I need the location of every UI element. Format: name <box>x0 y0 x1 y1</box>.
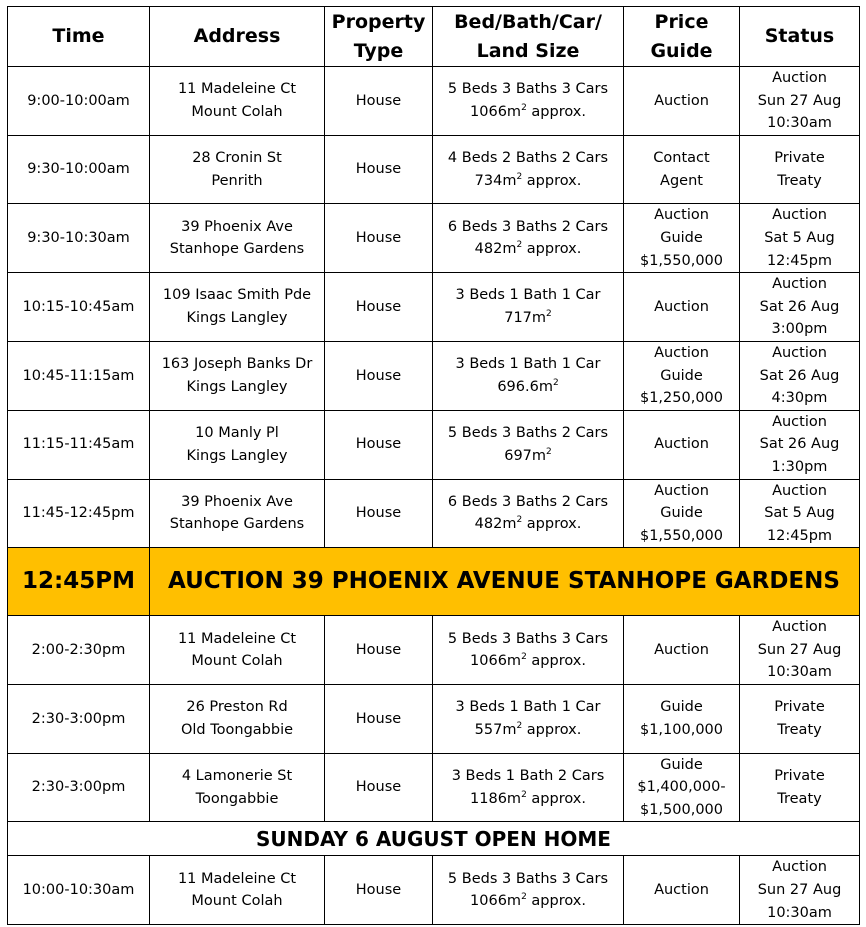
time-cell: 11:45-12:45pm <box>8 479 150 548</box>
land-size: $1066m^2$ approx. <box>470 103 586 120</box>
address-cell <box>150 856 325 925</box>
rows-after-banner <box>8 616 860 822</box>
status-line: 3:00pm <box>771 321 828 338</box>
bed-bath-car: 4 Beds 2 Baths 2 Cars <box>447 149 609 166</box>
price-guide-cell <box>624 204 740 273</box>
land-size: $1186m^2$ approx. <box>470 789 586 807</box>
property-type-cell: House <box>325 204 433 273</box>
header-details-line1: Bed/Bath/Car/ <box>454 10 602 33</box>
status-line: 10:30am <box>767 664 832 681</box>
details-cell <box>433 341 624 410</box>
address-suburb: Kings Langley <box>186 447 288 464</box>
header-property-type-line2: Type <box>353 39 404 62</box>
bed-bath-car: 3 Beds 1 Bath 1 Car <box>455 356 601 373</box>
price-guide-cell <box>624 273 740 342</box>
status-line: Treaty <box>777 790 822 807</box>
price-line: Contact <box>653 149 710 166</box>
status-line: Private <box>774 149 825 166</box>
details-cell <box>433 479 624 548</box>
address-cell <box>150 410 325 479</box>
address-street: 11 Madeleine Ct <box>177 870 297 887</box>
section-heading-row <box>8 822 860 856</box>
status-line: Auction <box>772 859 827 876</box>
table-row <box>8 341 860 410</box>
details-cell <box>433 856 624 925</box>
sunday-section <box>8 822 860 856</box>
table-row <box>8 616 860 685</box>
header-address: Address <box>150 7 325 67</box>
squared-superscript: 2 <box>516 171 523 182</box>
price-line: Auction <box>654 436 709 453</box>
time-cell: 2:00-2:30pm <box>8 616 150 685</box>
header-property-type <box>325 7 433 67</box>
table-row <box>8 204 860 273</box>
price-line: Auction <box>654 344 709 361</box>
land-size: $717m^2$ <box>504 309 552 327</box>
header-price-guide-line1: Price <box>654 10 709 33</box>
time-cell: 11:15-11:45am <box>8 410 150 479</box>
status-line: Treaty <box>777 172 822 189</box>
land-size: $1066m^2$ approx. <box>470 652 586 670</box>
address-cell <box>150 341 325 410</box>
bed-bath-car: 5 Beds 3 Baths 3 Cars <box>447 630 609 647</box>
squared-superscript: 2 <box>516 515 523 526</box>
details-cell <box>433 410 624 479</box>
property-type-cell: House <box>325 616 433 685</box>
address-suburb: Mount Colah <box>191 653 283 670</box>
header-price-guide <box>624 7 740 67</box>
status-cell <box>740 67 860 136</box>
time-cell: 9:00-10:00am <box>8 67 150 136</box>
property-type-cell: House <box>325 479 433 548</box>
price-guide-cell <box>624 753 740 822</box>
address-suburb: Stanhope Gardens <box>169 516 305 533</box>
bed-bath-car: 6 Beds 3 Baths 2 Cars <box>447 493 609 510</box>
price-line: Guide <box>660 505 703 522</box>
address-cell <box>150 685 325 754</box>
price-line: Guide <box>660 699 703 716</box>
table-row <box>8 273 860 342</box>
status-line: Private <box>774 767 825 784</box>
price-line: Agent <box>660 172 703 189</box>
header-property-type-line1: Property <box>331 10 426 33</box>
status-line: Sun 27 Aug <box>757 882 842 899</box>
address-cell <box>150 135 325 204</box>
table-row <box>8 410 860 479</box>
status-line: Auction <box>772 413 827 430</box>
land-size: $482m^2$ approx. <box>474 240 582 258</box>
address-street: 26 Preston Rd <box>186 699 288 716</box>
bed-bath-car: 3 Beds 1 Bath 1 Car <box>455 699 601 716</box>
status-cell <box>740 753 860 822</box>
price-line: Auction <box>654 641 709 658</box>
property-type-cell: House <box>325 856 433 925</box>
price-guide-cell <box>624 616 740 685</box>
squared-superscript: 2 <box>516 721 523 732</box>
status-cell <box>740 856 860 925</box>
price-line: $1,500,000 <box>639 801 724 818</box>
status-line: Auction <box>772 619 827 636</box>
price-line: $1,250,000 <box>639 390 724 407</box>
squared-superscript: 2 <box>521 652 527 663</box>
squared-superscript: 2 <box>516 240 523 251</box>
address-cell <box>150 204 325 273</box>
bed-bath-car: 6 Beds 3 Baths 2 Cars <box>447 218 609 235</box>
table-row <box>8 753 860 822</box>
details-cell <box>433 135 624 204</box>
status-line: Auction <box>772 344 827 361</box>
address-street: 163 Joseph Banks Dr <box>161 356 313 373</box>
address-suburb: Kings Langley <box>186 310 288 327</box>
address-cell <box>150 753 325 822</box>
price-line: Auction <box>654 207 709 224</box>
time-cell: 2:30-3:00pm <box>8 753 150 822</box>
price-line: Auction <box>654 482 709 499</box>
status-line: Sat 5 Aug <box>764 505 835 522</box>
price-line: $1,550,000 <box>639 527 724 544</box>
price-line: Auction <box>654 298 709 315</box>
time-cell: 10:00-10:30am <box>8 856 150 925</box>
address-suburb: Toongabbie <box>195 790 279 807</box>
price-line: $1,550,000 <box>639 252 724 269</box>
squared-superscript: 2 <box>521 892 527 903</box>
table-row <box>8 856 860 925</box>
status-line: Auction <box>772 276 827 293</box>
address-cell <box>150 479 325 548</box>
land-size: $697m^2$ <box>504 446 552 464</box>
status-line: Private <box>774 699 825 716</box>
address-suburb: Kings Langley <box>186 378 288 395</box>
address-suburb: Stanhope Gardens <box>169 241 305 258</box>
details-cell <box>433 685 624 754</box>
address-street: 11 Madeleine Ct <box>177 630 297 647</box>
table-row <box>8 67 860 136</box>
price-guide-cell <box>624 341 740 410</box>
section-heading: SUNDAY 6 AUGUST OPEN HOME <box>8 822 860 856</box>
status-cell <box>740 410 860 479</box>
status-line: Sat 26 Aug <box>759 298 840 315</box>
header-price-guide-line2: Guide <box>650 39 713 62</box>
status-line: Sat 26 Aug <box>759 436 840 453</box>
price-line: Auction <box>654 92 709 109</box>
banner-time: 12:45PM <box>8 548 150 616</box>
status-cell <box>740 341 860 410</box>
status-line: Sat 26 Aug <box>759 367 840 384</box>
address-street: 109 Isaac Smith Pde <box>162 287 312 304</box>
status-cell <box>740 204 860 273</box>
banner-section <box>8 548 860 616</box>
price-line: Guide <box>660 756 703 773</box>
price-guide-cell <box>624 479 740 548</box>
status-cell <box>740 273 860 342</box>
status-line: Auction <box>772 482 827 499</box>
table-row <box>8 479 860 548</box>
price-guide-cell <box>624 856 740 925</box>
status-line: 4:30pm <box>771 390 828 407</box>
address-suburb: Penrith <box>211 172 263 189</box>
status-cell <box>740 616 860 685</box>
status-cell <box>740 135 860 204</box>
time-cell: 10:45-11:15am <box>8 341 150 410</box>
price-line: Guide <box>660 229 703 246</box>
bed-bath-car: 5 Beds 3 Baths 2 Cars <box>447 425 609 442</box>
price-line: $1,100,000 <box>639 721 724 738</box>
header-time: Time <box>8 7 150 67</box>
header-status: Status <box>740 7 860 67</box>
property-type-cell: House <box>325 753 433 822</box>
time-cell: 9:30-10:00am <box>8 135 150 204</box>
land-size: $734m^2$ approx. <box>474 171 582 189</box>
status-line: 10:30am <box>767 904 832 921</box>
address-suburb: Mount Colah <box>191 893 283 910</box>
property-type-cell: House <box>325 410 433 479</box>
address-cell <box>150 273 325 342</box>
property-type-cell: House <box>325 67 433 136</box>
price-guide-cell <box>624 685 740 754</box>
rows-before-banner <box>8 67 860 548</box>
squared-superscript: 2 <box>552 378 559 388</box>
squared-superscript: 2 <box>546 446 552 457</box>
price-guide-cell <box>624 410 740 479</box>
details-cell <box>433 67 624 136</box>
address-cell <box>150 616 325 685</box>
bed-bath-car: 3 Beds 1 Bath 1 Car <box>455 287 601 304</box>
property-type-cell: House <box>325 135 433 204</box>
header-details <box>433 7 624 67</box>
address-street: 4 Lamonerie St <box>181 767 293 784</box>
details-cell <box>433 204 624 273</box>
status-cell <box>740 685 860 754</box>
land-size: $1066m^2$ approx. <box>470 892 586 910</box>
squared-superscript: 2 <box>521 103 527 114</box>
status-line: 1:30pm <box>771 458 828 475</box>
bed-bath-car: 3 Beds 1 Bath 2 Cars <box>451 767 605 784</box>
details-cell <box>433 753 624 822</box>
address-suburb: Old Toongabbie <box>180 721 294 738</box>
property-type-cell: House <box>325 685 433 754</box>
status-line: Auction <box>772 207 827 224</box>
squared-superscript: 2 <box>546 309 552 320</box>
status-line: Sat 5 Aug <box>764 229 835 246</box>
price-line: $1,400,000- <box>637 779 726 796</box>
time-cell: 10:15-10:45am <box>8 273 150 342</box>
table-row <box>8 685 860 754</box>
land-size: $696.6m^2$ <box>497 378 559 395</box>
auction-banner-row <box>8 548 860 616</box>
time-cell: 9:30-10:30am <box>8 204 150 273</box>
header-details-line2: Land Size <box>476 39 580 62</box>
header-row <box>8 7 860 67</box>
table-row <box>8 135 860 204</box>
rows-sunday <box>8 856 860 925</box>
status-line: Auction <box>772 70 827 86</box>
price-guide-cell <box>624 67 740 136</box>
address-street: 28 Cronin St <box>192 149 282 166</box>
status-line: Sun 27 Aug <box>757 641 842 658</box>
bed-bath-car: 5 Beds 3 Baths 3 Cars <box>447 870 609 887</box>
address-street: 10 Manly Pl <box>195 425 279 442</box>
address-street: 39 Phoenix Ave <box>181 493 293 510</box>
status-line: 12:45pm <box>766 527 833 544</box>
bed-bath-car: 5 Beds 3 Baths 3 Cars <box>447 81 609 98</box>
status-cell <box>740 479 860 548</box>
land-size: $482m^2$ approx. <box>474 515 582 533</box>
time-cell: 2:30-3:00pm <box>8 685 150 754</box>
squared-superscript: 2 <box>521 789 527 800</box>
address-cell <box>150 67 325 136</box>
price-line: Guide <box>660 367 703 384</box>
open-home-schedule-table <box>7 6 860 925</box>
status-line: Sun 27 Aug <box>757 92 842 109</box>
status-line: 12:45pm <box>766 252 833 269</box>
property-type-cell: House <box>325 341 433 410</box>
address-suburb: Mount Colah <box>191 103 283 120</box>
address-street: 39 Phoenix Ave <box>181 218 293 235</box>
price-line: Auction <box>654 882 709 899</box>
status-line: 10:30am <box>767 115 832 132</box>
land-size: $557m^2$ approx. <box>474 721 582 738</box>
status-line: Treaty <box>777 721 822 738</box>
address-street: 11 Madeleine Ct <box>177 81 297 98</box>
details-cell <box>433 273 624 342</box>
details-cell <box>433 616 624 685</box>
banner-text: AUCTION 39 PHOENIX AVENUE STANHOPE GARDENS <box>150 548 860 616</box>
price-guide-cell <box>624 135 740 204</box>
property-type-cell: House <box>325 273 433 342</box>
